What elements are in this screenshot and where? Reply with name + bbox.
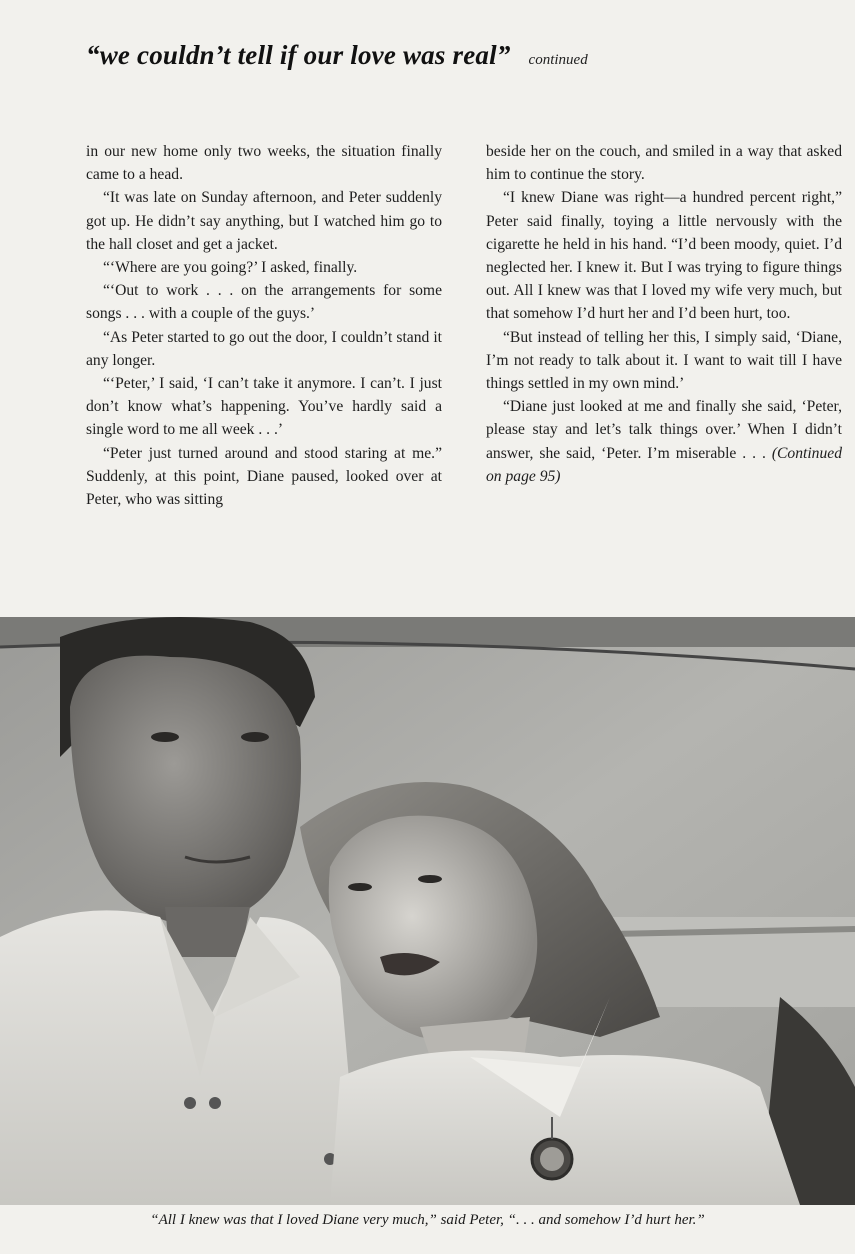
paragraph: “‘Out to work . . . on the arrangements for some songs . . . with a couple of the guys.’ [86,282,442,323]
headline [86,40,806,71]
paragraph: beside her on the couch, and smiled in a way that asked him to continue the story. [486,143,842,184]
paragraph-text: “Diane just looked at me and finally she said, ‘Peter, please stay and let’s talk things over.’ When I didn’t answer, she said, ‘Peter. I’m miserable . . . [486,398,842,462]
paragraph: “As Peter started to go out the door, I couldn’t stand it any longer. [86,328,442,369]
headline-continued: continued [528,52,588,68]
paragraph: “I knew Diane was right—a hundred percent right,” Peter said finally, toying a little nervously with the cigarette he held in his hand. “I’d been moody, quiet. I’d neglected her. I knew it. But I was trying to figure things out. All I knew was that I loved my wife very much, but that somehow I’d hurt her and I’d been hurt, too. [486,189,842,323]
photo-caption: “All I knew was that I loved Diane very much,” said Peter, “. . . and somehow I’d hurt her.” [150,1212,705,1228]
left-column [86,140,442,511]
headline-title: “we couldn’t tell if our love was real” [86,40,511,70]
couple-photo [0,617,855,1205]
continued-on-page-link[interactable]: (Continued on page 95) [486,444,842,485]
photo-illustration [0,617,855,1205]
paragraph: “Peter just turned around and stood staring at me.” Suddenly, at this point, Diane paused, looked over at Peter, who was sitting [86,444,442,509]
paragraph: in our new home only two weeks, the situation finally came to a head. [86,143,442,184]
paragraph: “‘Where are you going?’ I asked, finally. [103,259,358,277]
paragraph: “‘Peter,’ I said, ‘I can’t take it anymore. I can’t. I just don’t know what’s happening. You’ve hardly said a single word to me all week . . .’ [86,375,442,439]
right-column [486,140,842,488]
paragraph-last [486,395,842,488]
paragraph: “It was late on Sunday afternoon, and Peter suddenly got up. He didn’t say anything, but I watched him go to the hall closet and get a jacket. [86,189,442,253]
paragraph: “But instead of telling her this, I simply said, ‘Diane, I’m not ready to talk about it. I want to wait till I have things settled in my own mind.’ [486,328,842,393]
